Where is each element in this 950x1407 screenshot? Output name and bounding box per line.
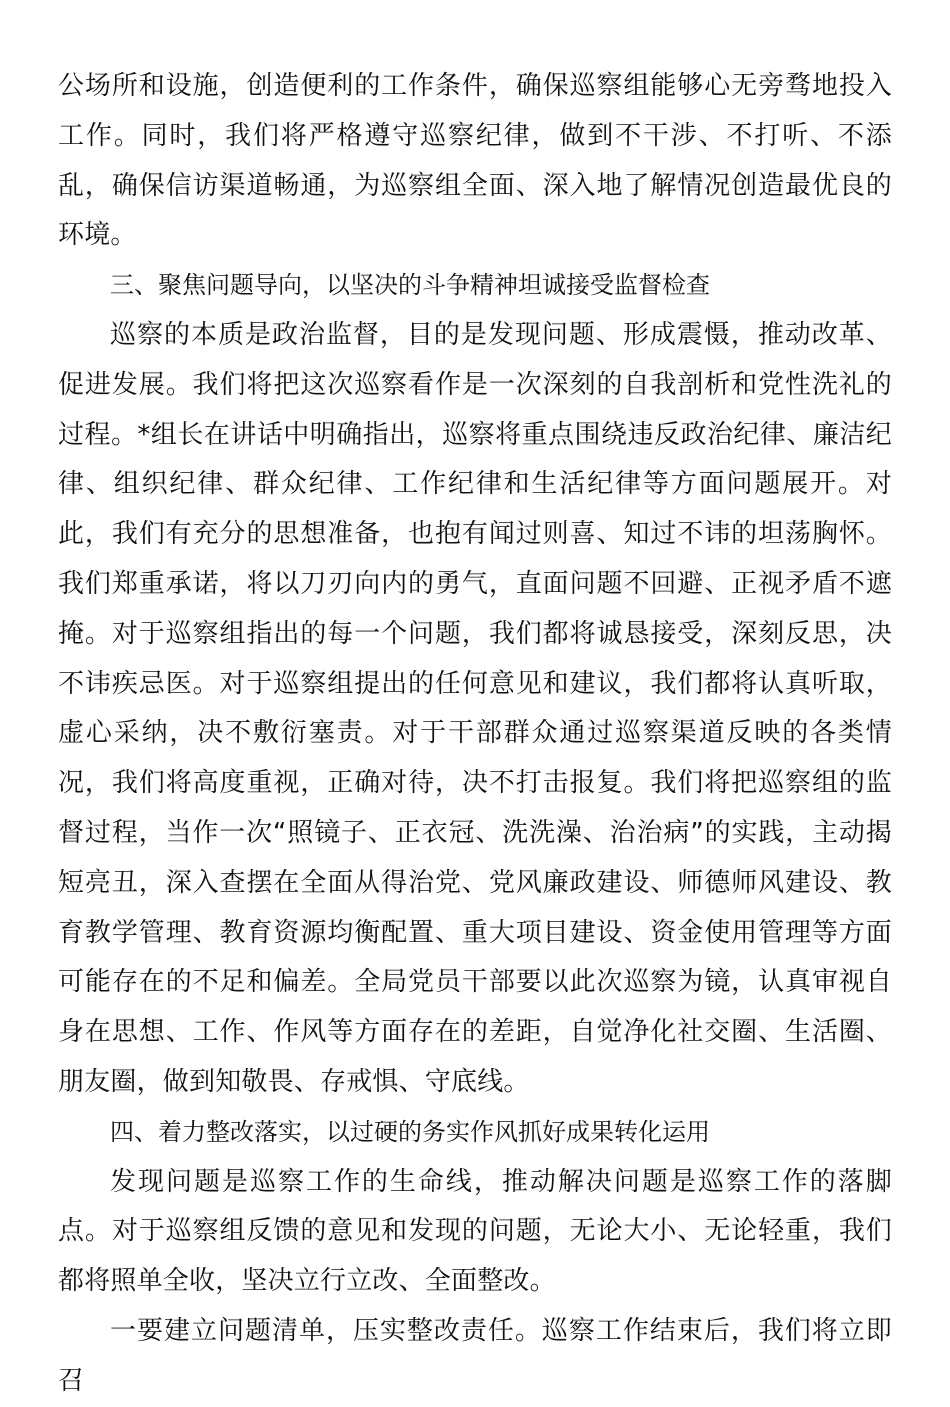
- paragraph-section-3-body: 巡察的本质是政治监督，目的是发现问题、形成震慑，推动改革、促进发展。我们将把这次巡察看作是一次深刻的自我剖析和党性洗礼的过程。*组长在讲话中明确指出，巡察将重点围绕违反政治纪律、廉洁纪律、组织纪律、群众纪律、工作纪律和生活纪律等方面问题展开。对此，我们有充分的思想准备，也抱有闻过则喜、知过不讳的坦荡胸怀。我们郑重承诺，将以刀刃向内的勇气，直面问题不回避、正视矛盾不遮掩。对于巡察组指出的每一个问题，我们都将诚恳接受，深刻反思，决不讳疾忌医。对于巡察组提出的任何意见和建议，我们都将认真听取，虚心采纳，决不敷衍塞责。对于干部群众通过巡察渠道反映的各类情况，我们将高度重视，正确对待，决不打击报复。我们将把巡察组的监督过程，当作一次“照镜子、正衣冠、洗洗澡、治治病”的实践，主动揭短亮丑，深入查摆在全面从得治党、党风廉政建设、师德师风建设、教育教学管理、教育资源均衡配置、重大项目建设、资金使用管理等方面可能存在的不足和偏差。全局党员干部要以此次巡察为镜，认真审视自身在思想、工作、作风等方面存在的差距，自觉净化社交圈、生活圈、朋友圈，做到知敬畏、存戒惧、守底线。: [58, 319, 892, 1097]
- document-page: [58, 62, 892, 1407]
- section-heading-4: 四、着力整改落实，以过硬的务实作风抓好成果转化运用: [110, 1117, 710, 1146]
- paragraph-intro-continuation: 公场所和设施，创造便利的工作条件，确保巡察组能够心无旁骛地投入工作。同时，我们将严格遵守巡察纪律，做到不干涉、不打听、不添乱，确保信访渠道畅通，为巡察组全面、深入地了解情况创造最优良的环境。: [58, 71, 892, 251]
- paragraph-section-4-item-1: 一要建立问题清单，压实整改责任。巡察工作结束后，我们将立即召: [58, 1315, 892, 1396]
- paragraph-section-4-intro: 发现问题是巡察工作的生命线，推动解决问题是巡察工作的落脚点。对于巡察组反馈的意见和发现的问题，无论大小、无论轻重，我们都将照单全收，坚决立行立改、全面整改。: [58, 1166, 892, 1297]
- section-heading-3: 三、聚焦问题导向，以坚决的斗争精神坦诚接受监督检查: [110, 271, 710, 300]
